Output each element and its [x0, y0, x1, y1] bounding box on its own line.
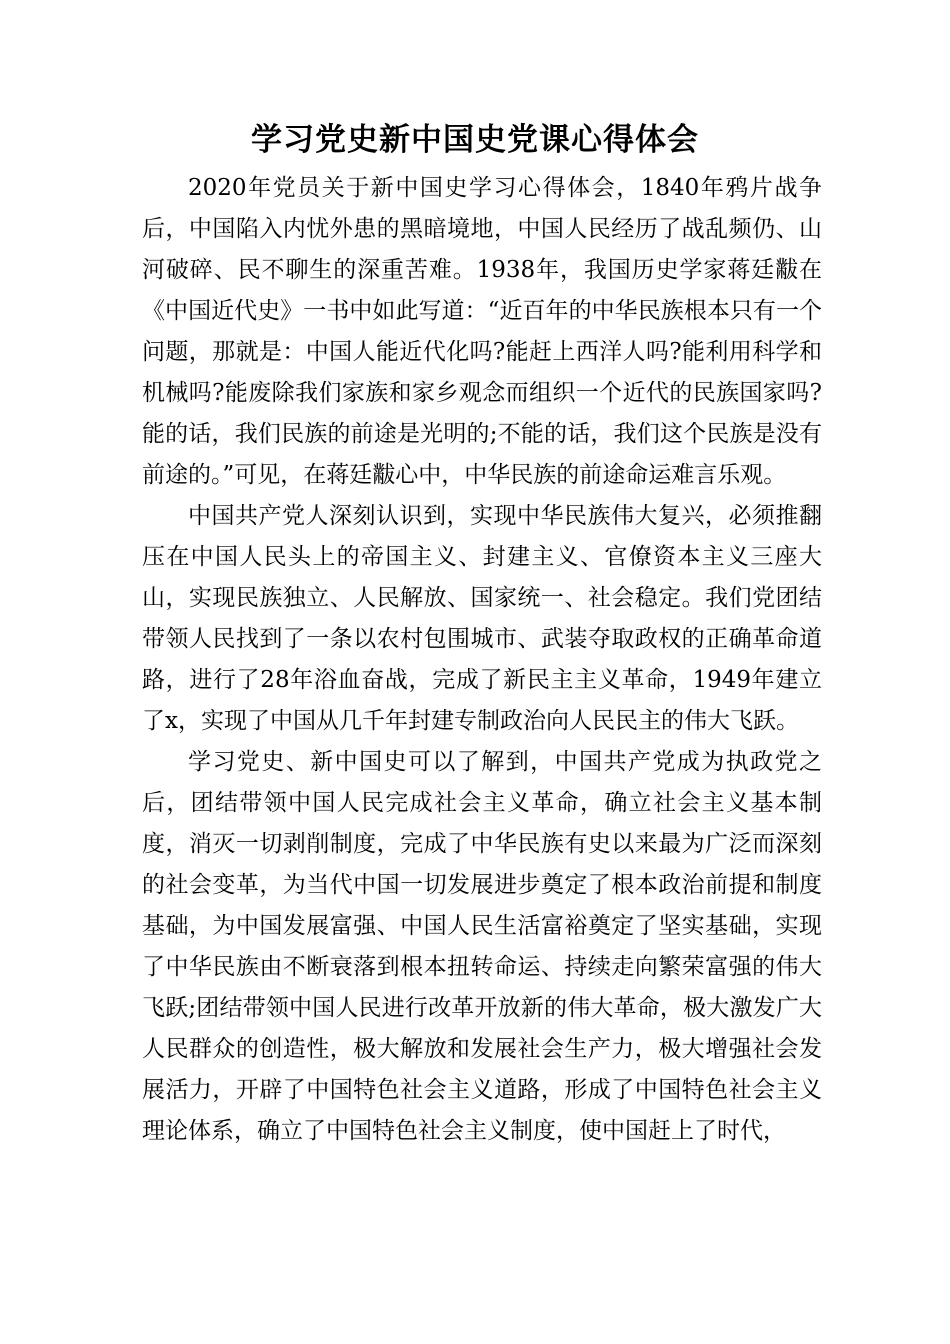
document-title: 学习党史新中国史党课心得体会: [251, 122, 699, 158]
paragraph-1: 2020年党员关于新中国史学习心得体会，1840年鸦片战争后，中国陷入内忧外患的黑暗境地，中国人民经历了战乱频仍、山河破碎、民不聊生的深重苦难。1938年，我国历史学家蒋廷黻在《中国近代史》一书中如此写道：“近百年的中华民族根本只有一个问题，那就是：中国人能近代化吗?能赶上西洋人吗?能利用科学和机械吗?能废除我们家族和家乡观念而组织一个近代的民族国家吗?能的话，我们民族的前途是光明的;不能的话，我们这个民族是没有前途的。”可见，在蒋廷黻心中，中华民族的前途命运难言乐观。: [142, 175, 822, 488]
document-body: [142, 168, 822, 1152]
paragraph-2: 中国共产党人深刻认识到，实现中华民族伟大复兴，必须推翻压在中国人民头上的帝国主义、封建主义、官僚资本主义三座大山，实现民族独立、人民解放、国家统一、社会稳定。我们党团结带领人民找到了一条以农村包围城市、武装夺取政权的正确革命道路，进行了28年浴血奋战，完成了新民主主义革命，1949年建立了x，实现了中国从几千年封建专制政治向人民民主的伟大飞跃。: [142, 503, 822, 734]
paragraph-3: 学习党史、新中国史可以了解到，中国共产党成为执政党之后，团结带领中国人民完成社会主义革命，确立社会主义基本制度，消灭一切剥削制度，完成了中华民族有史以来最为广泛而深刻的社会变革，为当代中国一切发展进步奠定了根本政治前提和制度基础，为中国发展富强、中国人民生活富裕奠定了坚实基础，实现了中华民族由不断衰落到根本扭转命运、持续走向繁荣富强的伟大飞跃;团结带领中国人民进行改革开放新的伟大革命，极大激发广大人民群众的创造性，极大解放和发展社会生产力，极大增强社会发展活力，开辟了中国特色社会主义道路，形成了中国特色社会主义理论体系，确立了中国特色社会主义制度，使中国赶上了时代，: [142, 749, 822, 1144]
